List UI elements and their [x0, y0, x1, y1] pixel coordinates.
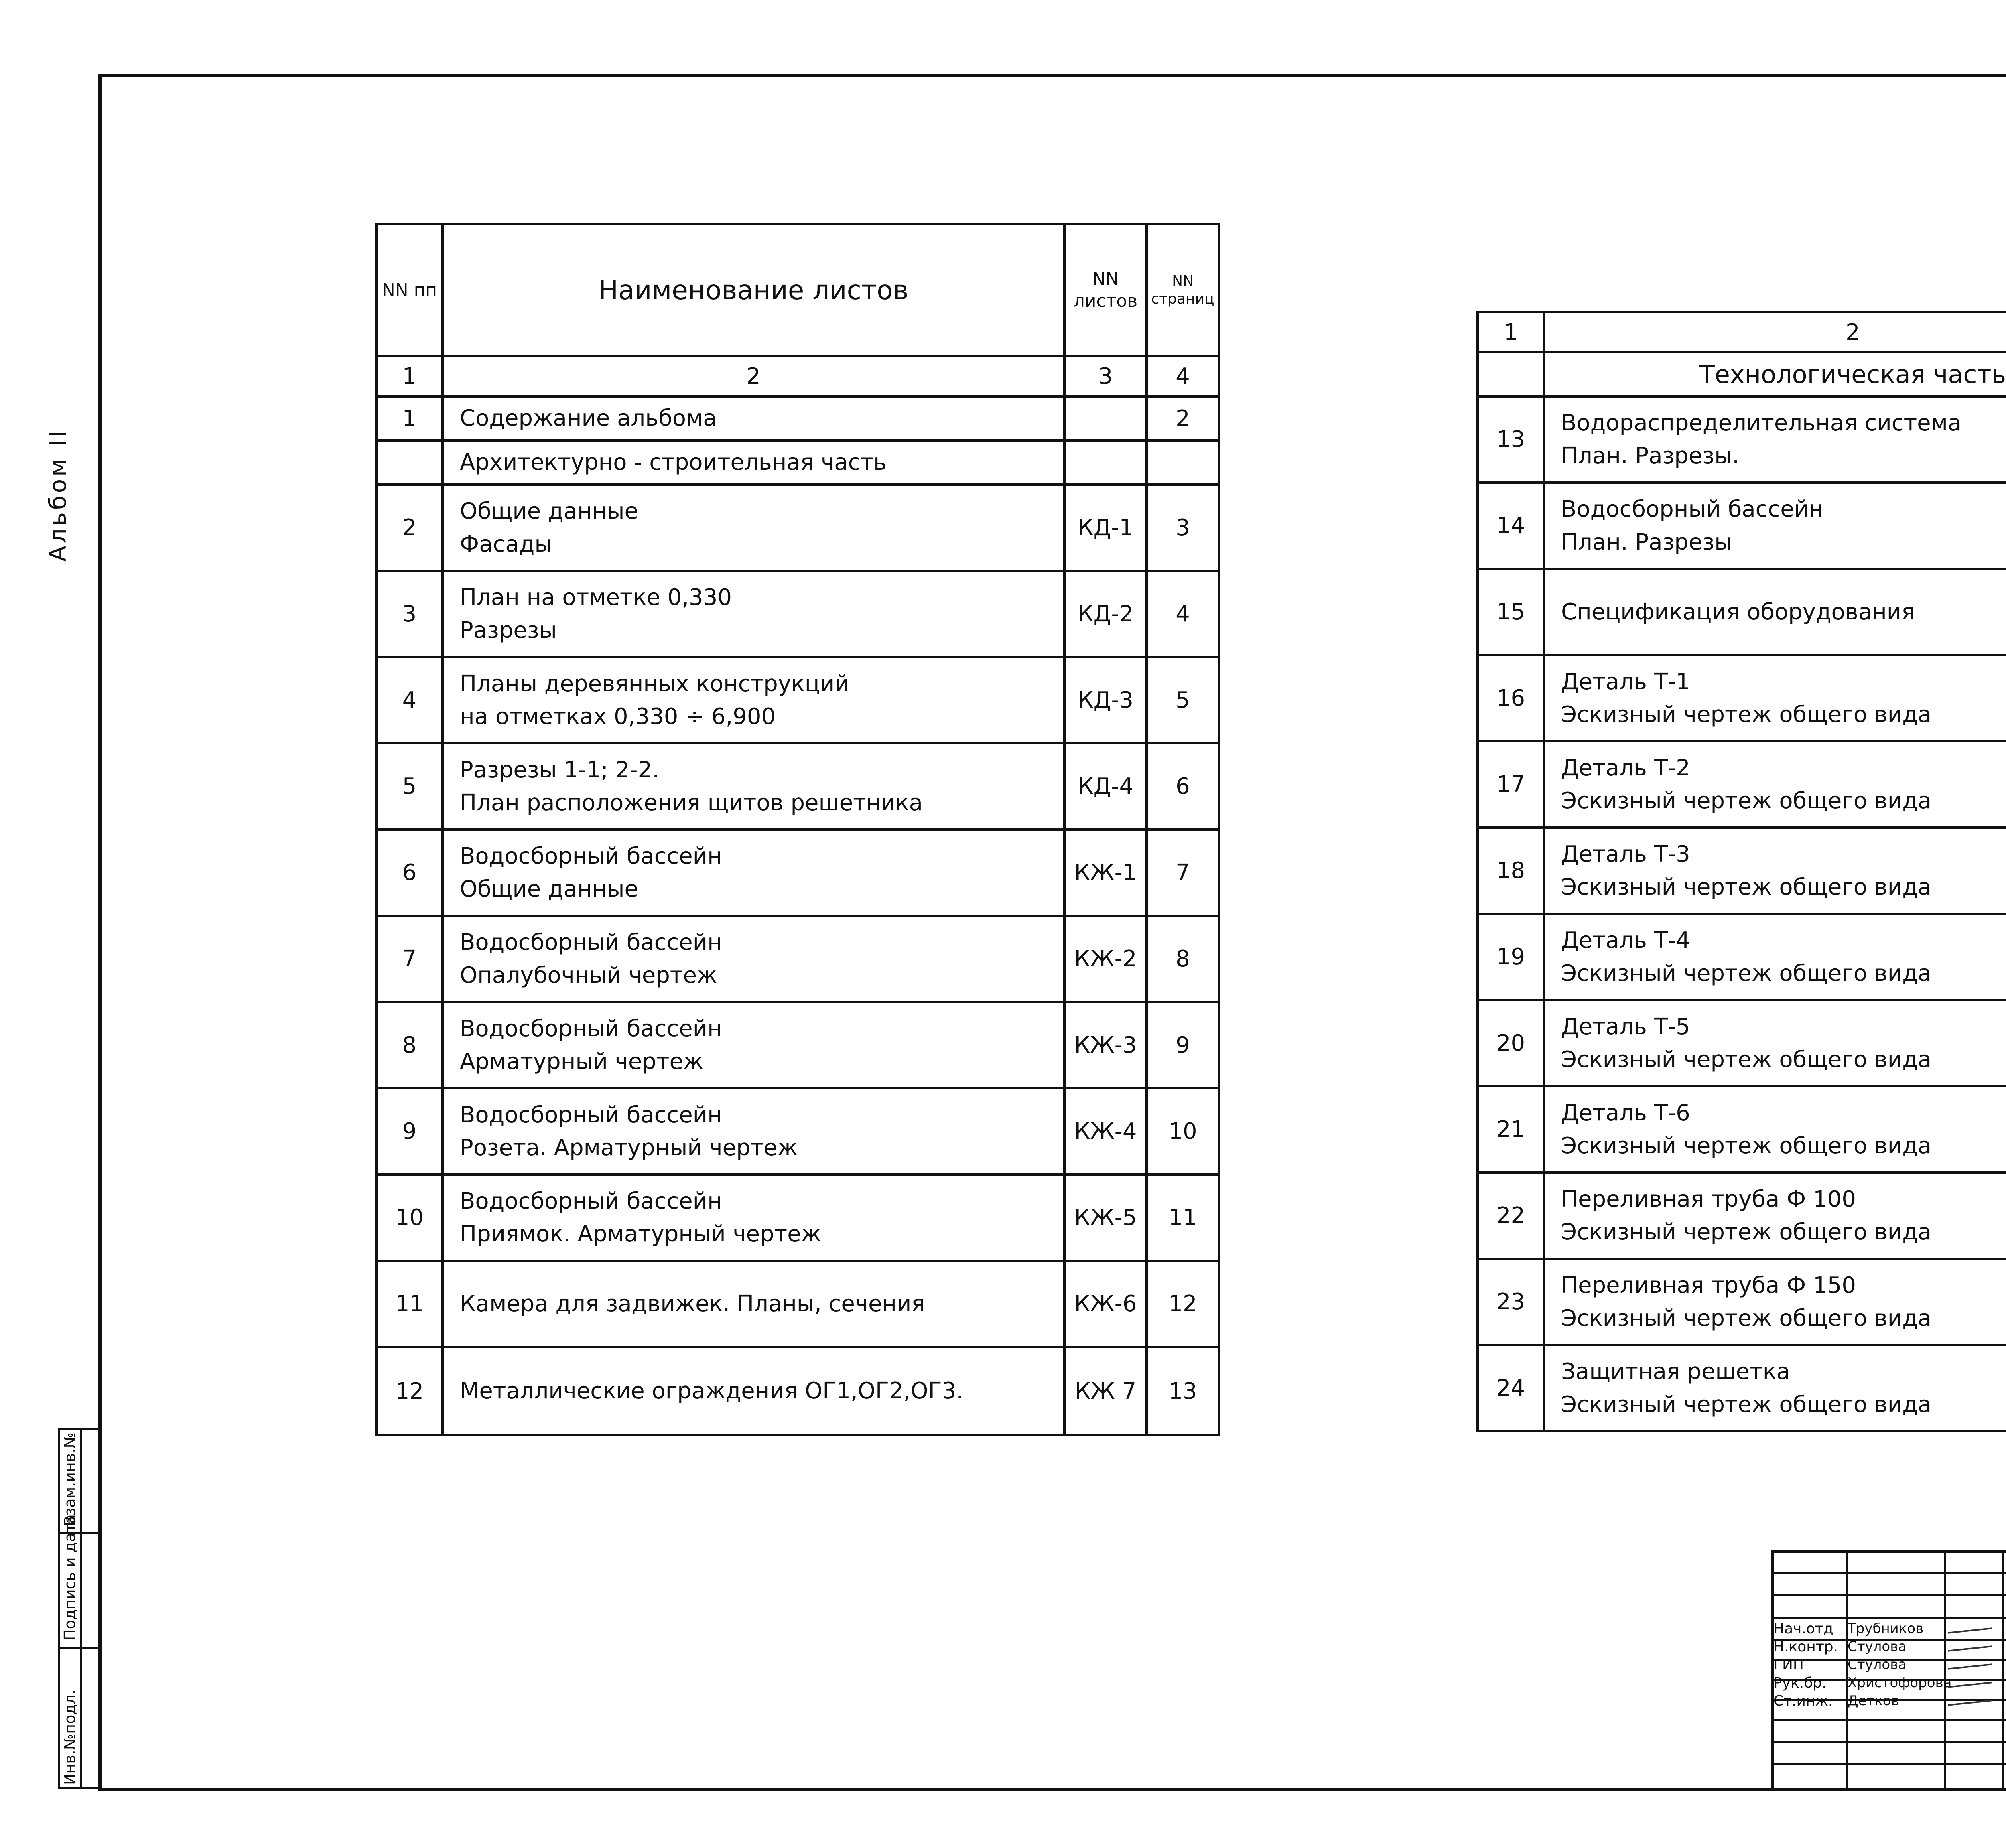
row-page: 13 [1147, 1347, 1219, 1435]
row-title-line: Деталь Т-3 [1561, 841, 1690, 868]
table-row [376, 485, 1219, 571]
row-title [1544, 483, 2006, 569]
row-title [443, 1002, 1064, 1088]
row-number: 13 [1478, 396, 1544, 483]
row-title [1544, 1086, 2006, 1172]
row-title-line: Водосборный бассейн [460, 843, 722, 870]
table-row [376, 1175, 1219, 1261]
row-title-line: План. Разрезы. [1561, 442, 1740, 469]
row-number: 8 [376, 1002, 443, 1088]
row-sheet-code: КД-3 [1064, 657, 1147, 743]
row-number: 19 [1478, 914, 1544, 1000]
left-table-body [376, 396, 1219, 1435]
row-number: 17 [1478, 741, 1544, 828]
table-row [376, 916, 1219, 1002]
role-name: Трубников [1848, 1621, 1924, 1637]
table-row [376, 571, 1219, 657]
row-title-line: Разрезы [460, 617, 557, 643]
row-title-line: Арматурный чертеж [460, 1048, 704, 1075]
row-number: 23 [1478, 1259, 1544, 1345]
row-title-line: Водосборный бассейн [460, 1188, 722, 1215]
header-nn-pp: NN пп [376, 224, 443, 356]
row-page: 11 [1147, 1175, 1219, 1261]
table-row [1478, 1172, 2006, 1259]
role-name: Стулова [1848, 1639, 1907, 1655]
row-number: 11 [376, 1261, 443, 1347]
row-title-line: Металлические ограждения ОГ1,ОГ2,ОГ3. [460, 1378, 964, 1404]
right-table-body [1478, 396, 2006, 1431]
row-title-line: Эскизный чертеж общего вида [1561, 960, 1932, 986]
table-row [1478, 741, 2006, 828]
row-page: 5 [1147, 657, 1219, 743]
left-table-header [376, 224, 1219, 356]
row-title [443, 1347, 1064, 1435]
table-row [1478, 655, 2006, 741]
role-name: Стулова [1848, 1657, 1907, 1673]
right-sheet-table [1476, 311, 2006, 1432]
row-number: 3 [376, 571, 443, 657]
row-title-line: Эскизный чертеж общего вида [1561, 1132, 1932, 1159]
row-title-line: Фасады [460, 531, 552, 557]
table-row [1478, 483, 2006, 569]
role-label: Ст.инж. [1773, 1693, 1833, 1709]
row-number: 6 [376, 830, 443, 916]
row-number: 18 [1478, 828, 1544, 914]
row-title-line: План. Разрезы [1561, 529, 1732, 555]
row-number [376, 440, 443, 485]
row-page [1147, 440, 1219, 485]
row-title [443, 1088, 1064, 1175]
row-title-line: Содержание альбома [460, 405, 717, 432]
table-row [376, 1002, 1219, 1088]
row-page: 9 [1147, 1002, 1219, 1088]
row-sheet-code: КД-4 [1064, 743, 1147, 830]
row-number: 14 [1478, 483, 1544, 569]
row-title-line: Водосборный бассейн [1561, 496, 1823, 523]
row-sheet-code: КЖ-1 [1064, 830, 1147, 916]
table-row [1478, 569, 2006, 655]
row-sheet-code: КД-1 [1064, 485, 1147, 571]
row-title [443, 571, 1064, 657]
table-row [376, 830, 1219, 916]
row-page: 8 [1147, 916, 1219, 1002]
row-page: 4 [1147, 571, 1219, 657]
row-title-line: Водораспределительная система [1561, 410, 1962, 436]
row-title-line: на отметках 0,330 ÷ 6,900 [460, 703, 776, 730]
table-row [376, 1347, 1219, 1435]
table-row [376, 440, 1219, 485]
row-sheet-code: КЖ 7 [1064, 1347, 1147, 1435]
row-title-line: Спецификация оборудования [1561, 598, 1915, 625]
table-row [1478, 396, 2006, 483]
row-number: 2 [376, 485, 443, 571]
row-title [443, 1261, 1064, 1347]
row-title [443, 485, 1064, 571]
header-title: Наименование листов [443, 224, 1064, 356]
row-title-line: Защитная решетка [1561, 1359, 1790, 1385]
row-title-line: Архитектурно - строительная часть [460, 449, 887, 476]
row-title-line: Приямок. Арматурный чертеж [460, 1221, 822, 1247]
row-title [1544, 655, 2006, 741]
row-title-line: Деталь Т-6 [1561, 1100, 1690, 1126]
left-index-row: 1 2 3 4 [376, 356, 1219, 396]
row-title [443, 1175, 1064, 1261]
row-title-line: Эскизный чертеж общего вида [1561, 1391, 1932, 1418]
row-title [1544, 1172, 2006, 1259]
row-title-line: Деталь Т-2 [1561, 755, 1690, 781]
left-sheet-table [375, 223, 1220, 1436]
row-title [443, 916, 1064, 1002]
table-row [1478, 914, 2006, 1000]
table-row [1478, 828, 2006, 914]
row-sheet-code [1064, 440, 1147, 485]
row-page: 7 [1147, 830, 1219, 916]
row-title [1544, 741, 2006, 828]
table-row [1478, 1345, 2006, 1431]
row-page: 6 [1147, 743, 1219, 830]
row-number: 15 [1478, 569, 1544, 655]
row-page: 3 [1147, 485, 1219, 571]
row-number: 20 [1478, 1000, 1544, 1086]
row-title-line: Деталь Т-4 [1561, 927, 1690, 954]
role-label: Н.контр. [1773, 1639, 1838, 1655]
table-row [376, 1261, 1219, 1347]
right-index-row: 1 2 [1478, 312, 2006, 352]
right-section-row [1478, 352, 2006, 396]
table-row [1478, 1259, 2006, 1345]
row-title-line: Переливная труба Ф 150 [1561, 1272, 1856, 1299]
table-row [1478, 1000, 2006, 1086]
row-title [443, 830, 1064, 916]
row-title-line: Переливная труба Ф 100 [1561, 1186, 1856, 1213]
row-number: 24 [1478, 1345, 1544, 1431]
row-title [443, 396, 1064, 440]
row-title [1544, 1259, 2006, 1345]
row-title-line: Эскизный чертеж общего вида [1561, 787, 1932, 814]
row-number: 4 [376, 657, 443, 743]
row-sheet-code: КЖ-4 [1064, 1088, 1147, 1175]
row-title-line: Планы деревянных конструкций [460, 671, 849, 697]
row-title-line: Водосборный бассейн [460, 929, 722, 956]
role-name: Детков [1848, 1693, 1899, 1709]
table-row [376, 396, 1219, 440]
row-title-line: План на отметке 0,330 [460, 584, 732, 611]
row-page: 10 [1147, 1088, 1219, 1175]
row-title-line: Розета. Арматурный чертеж [460, 1134, 798, 1161]
row-title-line: Опалубочный чертеж [460, 962, 717, 988]
table-row [1478, 1086, 2006, 1172]
row-title-line: Водосборный бассейн [460, 1016, 722, 1042]
row-title-line: Разрезы 1-1; 2-2. [460, 757, 660, 783]
row-title-line: Эскизный чертеж общего вида [1561, 701, 1932, 728]
row-page: 12 [1147, 1261, 1219, 1347]
row-title [443, 657, 1064, 743]
row-number: 1 [376, 396, 443, 440]
table-row [376, 657, 1219, 743]
row-sheet-code: КЖ-5 [1064, 1175, 1147, 1261]
row-number: 16 [1478, 655, 1544, 741]
row-sheet-code: КЖ-2 [1064, 916, 1147, 1002]
row-title [1544, 569, 2006, 655]
row-title-line: Деталь Т-5 [1561, 1014, 1690, 1040]
row-title [1544, 914, 2006, 1000]
row-title [1544, 396, 2006, 483]
row-number: 10 [376, 1175, 443, 1261]
row-number: 12 [376, 1347, 443, 1435]
header-nn-pages: NN страниц [1147, 224, 1219, 356]
row-title [1544, 1000, 2006, 1086]
table-row [376, 1088, 1219, 1175]
row-title-line: Общие данные [460, 876, 638, 902]
side-stamp-inv-podl: Инв.№подл. [61, 1689, 79, 1785]
row-number: 21 [1478, 1086, 1544, 1172]
row-title-line: Эскизный чертеж общего вида [1561, 1219, 1932, 1245]
row-sheet-code: КЖ-3 [1064, 1002, 1147, 1088]
row-title-line: Эскизный чертеж общего вида [1561, 1046, 1932, 1073]
row-number: 22 [1478, 1172, 1544, 1259]
album-label: Альбом II [44, 428, 71, 562]
row-title-line: Водосборный бассейн [460, 1102, 722, 1128]
row-title [443, 440, 1064, 485]
role-name: Христофорова [1848, 1675, 1952, 1691]
row-page: 2 [1147, 396, 1219, 440]
row-title [443, 743, 1064, 830]
row-title-line: План расположения щитов решетника [460, 789, 923, 816]
role-label: Нач.отд [1773, 1621, 1833, 1637]
section-title: Технологическая часть [1544, 352, 2006, 396]
row-number: 9 [376, 1088, 443, 1175]
side-stamp-vzam: Взам.инв.№ [61, 1432, 79, 1526]
row-sheet-code: КД-2 [1064, 571, 1147, 657]
row-title-line: Общие данные [460, 498, 638, 525]
row-sheet-code [1064, 396, 1147, 440]
side-stamp-podpis: Подпись и дата [61, 1514, 79, 1641]
row-sheet-code: КЖ-6 [1064, 1261, 1147, 1347]
role-label: ГИП [1773, 1657, 1804, 1673]
role-label: Рук.бр. [1773, 1675, 1827, 1691]
row-title-line: Деталь Т-1 [1561, 669, 1690, 695]
row-title-line: Эскизный чертеж общего вида [1561, 1305, 1932, 1331]
row-title [1544, 1345, 2006, 1431]
row-title-line: Камера для задвижек. Планы, сечения [460, 1290, 925, 1317]
table-row [376, 743, 1219, 830]
row-number: 5 [376, 743, 443, 830]
row-number: 7 [376, 916, 443, 1002]
row-title-line: Эскизный чертеж общего вида [1561, 874, 1932, 900]
header-nn-sheets: NN листов [1064, 224, 1147, 356]
row-title [1544, 828, 2006, 914]
